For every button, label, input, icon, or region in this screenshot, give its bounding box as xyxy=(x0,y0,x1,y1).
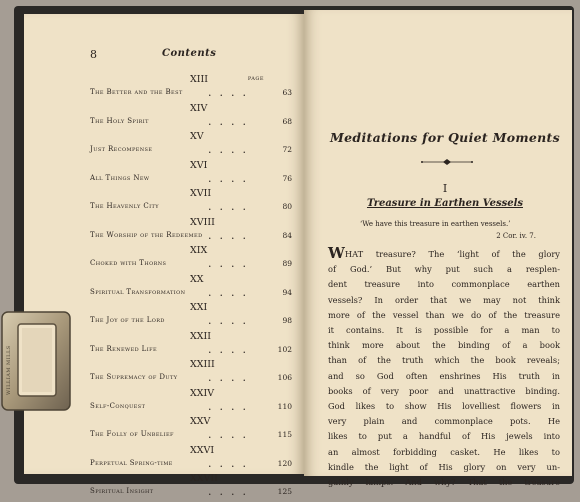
toc-roman: XXI xyxy=(190,302,208,313)
toc-entry xyxy=(90,274,290,303)
toc-entry xyxy=(90,416,290,445)
toc-title: The Heavenly City xyxy=(90,202,159,210)
body-line: more of the vessel than we do of the treasure xyxy=(328,309,560,320)
toc-title: The Renewed Life xyxy=(90,344,158,353)
toc-roman: XXVI xyxy=(190,444,215,456)
toc-entry xyxy=(90,302,290,331)
toc-page: 84 xyxy=(282,230,292,240)
toc-page: 102 xyxy=(277,344,292,354)
toc-leader: .... xyxy=(208,257,254,270)
toc-leader: .... xyxy=(208,428,254,441)
body-first-line xyxy=(328,246,560,262)
toc-roman: XVI xyxy=(190,159,208,171)
body-line: vessels? In order that we may not think xyxy=(328,294,560,305)
toc-roman: XXV xyxy=(190,416,211,427)
toc-leader: .... xyxy=(208,399,254,413)
toc-entry xyxy=(90,131,290,160)
body-text xyxy=(328,246,560,490)
first-line-text: HAT treasure? The ‘light of the glory xyxy=(344,249,560,259)
toc-page: 115 xyxy=(277,430,292,439)
toc-page: 80 xyxy=(282,202,292,211)
toc-title: Just Recompense xyxy=(90,145,153,153)
body-line: an almost forbidding casket. He likes to xyxy=(328,446,560,457)
toc-entry xyxy=(90,359,290,388)
toc-leader: .... xyxy=(208,114,254,128)
page-number: 8 xyxy=(90,48,97,61)
toc-entry xyxy=(90,473,290,502)
toc-roman: XIX xyxy=(190,245,208,256)
toc-roman: XVII xyxy=(190,188,212,199)
toc-roman: XXIV xyxy=(190,387,215,399)
toc-page: 63 xyxy=(282,88,292,97)
toc-page: 68 xyxy=(282,116,292,126)
toc-leader: .... xyxy=(208,228,254,242)
toc-page: 94 xyxy=(282,287,292,297)
drop-cap: W xyxy=(328,244,345,262)
toc-roman: XVIII xyxy=(190,216,215,228)
clip-engraving: WILLIAM MILLS xyxy=(6,345,12,395)
toc-page: 110 xyxy=(277,401,292,411)
toc-entry xyxy=(90,74,290,103)
toc-title: The Better and the Best xyxy=(90,88,183,96)
toc-leader: .... xyxy=(208,371,254,384)
body-line: likes to put a handful of His jewels into xyxy=(328,431,560,442)
ornament-rule-icon xyxy=(420,158,474,166)
toc-title: The Supremacy of Duty xyxy=(90,373,178,381)
toc-leader: .... xyxy=(208,86,254,99)
right-page xyxy=(304,10,572,488)
toc-roman: XXVII xyxy=(190,473,218,484)
toc-page: 89 xyxy=(282,259,292,268)
table-of-contents xyxy=(90,74,290,502)
toc-leader: .... xyxy=(208,143,254,156)
body-line: gainly lamps. And why? That the treasure xyxy=(328,477,560,488)
toc-roman: XIII xyxy=(190,74,209,85)
toc-leader: .... xyxy=(208,171,254,185)
toc-entry xyxy=(90,245,290,274)
toc-page: 72 xyxy=(282,145,292,154)
body-line: of God.’ But why put such a resplen- xyxy=(328,264,560,275)
chapter-number: I xyxy=(442,182,448,195)
toc-title: The Worship of the Redeemed xyxy=(90,230,203,239)
toc-title: Self-Conquest xyxy=(90,401,146,410)
toc-leader: .... xyxy=(208,485,254,498)
body-line: kindle the light of His glory on very un- xyxy=(328,461,560,472)
toc-roman: XXIII xyxy=(190,359,215,370)
toc-title: Choked with Thorns xyxy=(90,259,167,267)
toc-entry xyxy=(90,160,290,189)
body-line: very plain and commonplace pots. He xyxy=(328,416,560,427)
body-line: and so God often enshrines His truth in xyxy=(328,370,560,381)
toc-leader: .... xyxy=(208,285,254,299)
header-title: Contents xyxy=(162,48,217,59)
toc-entry xyxy=(90,217,290,246)
toc-page: 120 xyxy=(277,458,292,468)
toc-title: All Things New xyxy=(90,173,150,182)
toc-leader: .... xyxy=(208,342,254,356)
page-column-label: PAGE xyxy=(247,76,264,82)
toc-title: Spiritual Transformation xyxy=(90,287,186,296)
toc-title: The Holy Spirit xyxy=(90,116,149,125)
epigraph: ‘We have this treasure in earthen vessels.’ xyxy=(360,220,511,228)
toc-entry xyxy=(90,388,290,417)
toc-leader: .... xyxy=(208,314,254,327)
toc-roman: XV xyxy=(190,131,204,142)
toc-roman: XXII xyxy=(190,330,212,342)
toc-page: 106 xyxy=(277,373,292,382)
running-title: Meditations for Quiet Moments xyxy=(330,130,560,145)
body-line: think more about the binding of a book xyxy=(328,340,560,351)
toc-entry xyxy=(90,103,290,132)
toc-title: The Folly of Unbelief xyxy=(90,430,174,438)
toc-entry xyxy=(90,188,290,217)
toc-leader: .... xyxy=(208,456,254,470)
toc-title: Perpetual Spring-time xyxy=(90,458,173,467)
toc-leader: .... xyxy=(208,200,254,213)
toc-roman: XIV xyxy=(190,102,208,114)
body-line: God likes to show His lovelliest flowers in xyxy=(328,401,560,412)
toc-title: Spiritual Insight xyxy=(90,487,154,495)
epigraph-reference: 2 Cor. iv. 7. xyxy=(496,232,536,240)
toc-roman: XX xyxy=(190,273,204,285)
body-line: dent treasure into commonplace earthen xyxy=(328,279,560,290)
body-line: books of very poor and unattractive binding. xyxy=(328,385,560,396)
body-line: than of the truth which the book reveals; xyxy=(328,355,560,366)
toc-page: 98 xyxy=(282,316,292,325)
toc-title: The Joy of the Lord xyxy=(90,316,165,324)
toc-entry xyxy=(90,445,290,474)
toc-entry xyxy=(90,331,290,360)
toc-page: 76 xyxy=(282,173,292,183)
body-line: it contains. It is possible for a man to xyxy=(328,325,560,336)
chapter-title: Treasure in Earthen Vessels xyxy=(366,198,523,209)
toc-page: 125 xyxy=(277,487,292,496)
